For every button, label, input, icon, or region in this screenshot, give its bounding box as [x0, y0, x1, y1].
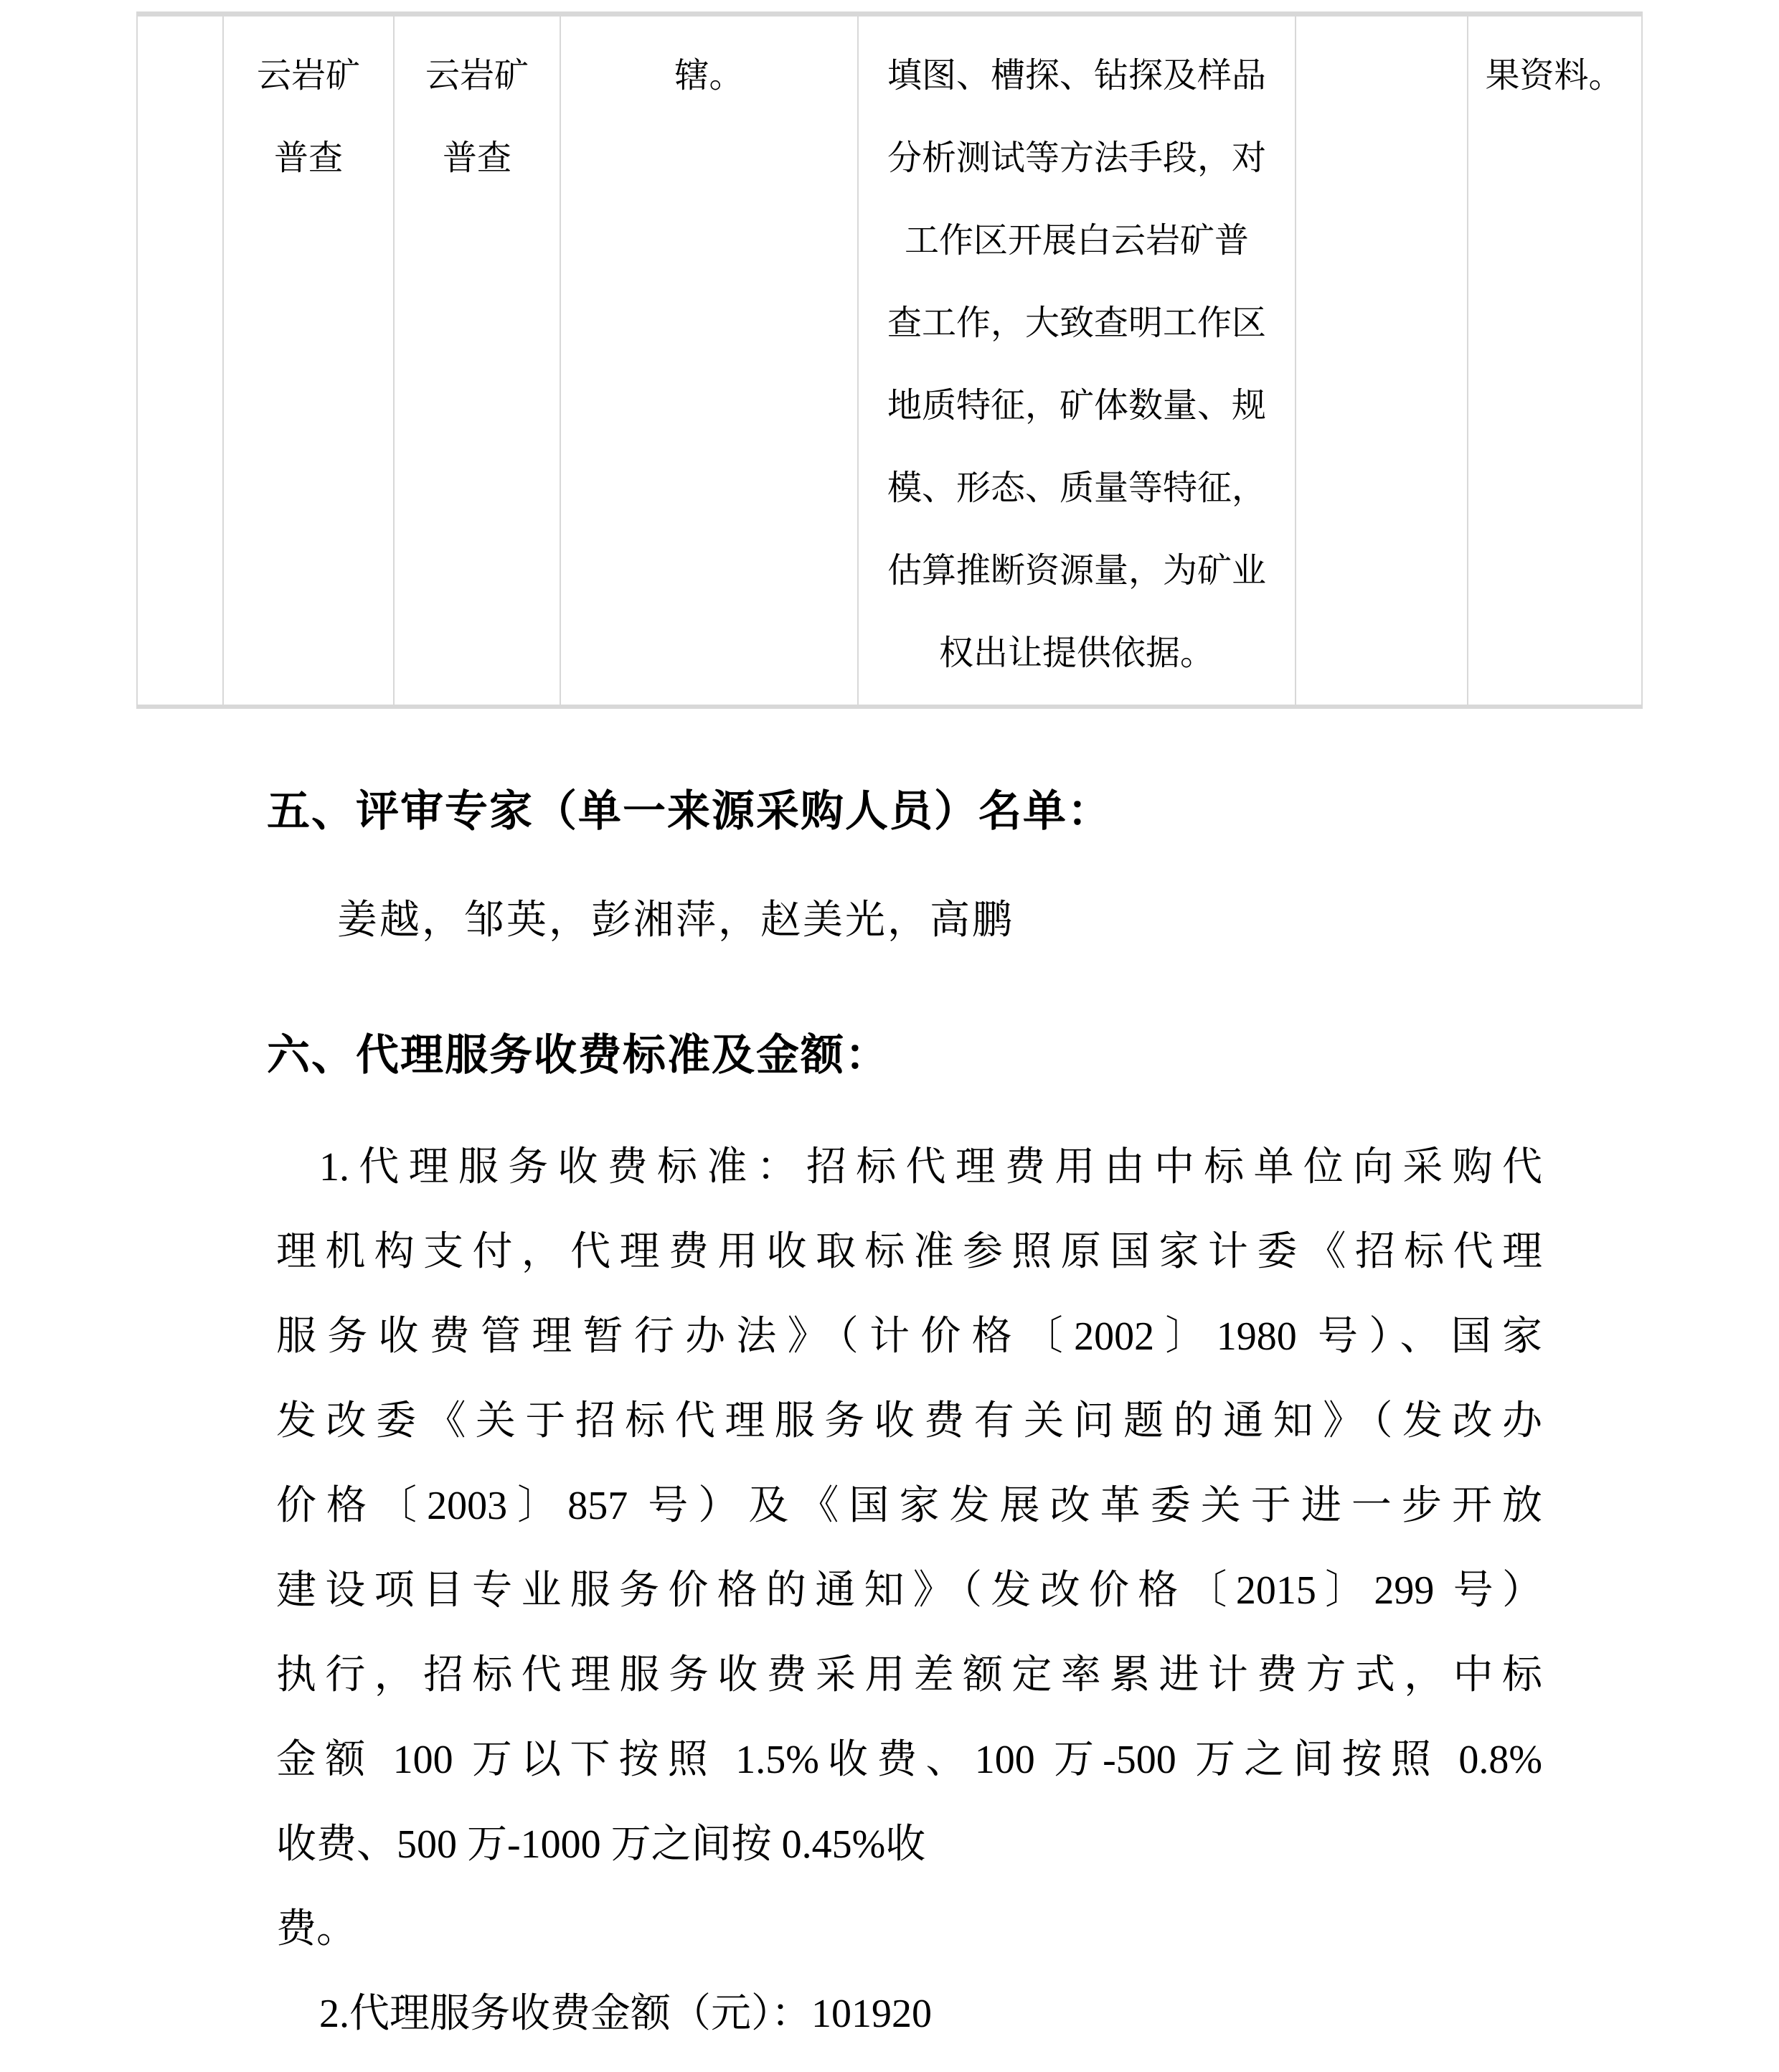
fee-paragraph-line: 服务收费管理暂行办法》（计价格〔2002〕1980 号）、国家 — [276, 1314, 1542, 1359]
table-cell-project-name — [224, 17, 395, 705]
fee-paragraph — [276, 1125, 1542, 2056]
section-fees-heading: 六、代理服务收费标准及金额： — [267, 1032, 889, 1079]
table-cell-text: 权出让提供依据。 — [938, 634, 1214, 672]
table-cell-text: 填图、槽探、钻探及样品 — [887, 57, 1266, 95]
fee-paragraph-line: 1.代理服务收费标准：招标代理费用由中标单位向采购代 — [319, 1145, 1542, 1190]
fee-paragraph-line: 建设项目专业服务价格的通知》（发改价格〔2015〕299 号） — [276, 1568, 1542, 1613]
table-cell-text: 云岩矿 — [425, 57, 529, 95]
section-experts-heading: 五、评审专家（单一来源采购人员）名单： — [267, 788, 1112, 835]
expert-names: 姜越，邹英，彭湘萍，赵美光，高鹏 — [337, 898, 1014, 943]
table-cell-index-empty — [138, 17, 224, 705]
table-cell-results — [1468, 17, 1640, 705]
fee-paragraph-line: 金额 100 万以下按照 1.5%收费、100 万-500 万之间按照 0.8% — [276, 1738, 1542, 1782]
fee-amount-line: 2.代理服务收费金额（元）：101920 — [319, 1992, 932, 2036]
table-cell-region — [561, 17, 859, 705]
table-cell-text: 果资料。 — [1485, 57, 1623, 95]
table-cell-text: 分析测试等方法手段，对 — [887, 139, 1266, 177]
table-cell-text: 地质特征，矿体数量、规 — [887, 387, 1266, 425]
project-table — [136, 11, 1643, 709]
fee-paragraph-line: 收费、500 万-1000 万之间按 0.45%收 — [276, 1822, 926, 1867]
table-cell-text: 普查 — [273, 139, 343, 177]
table-cell-text: 估算推断资源量，为矿业 — [887, 552, 1266, 590]
fee-paragraph-line: 理机构支付，代理费用收取标准参照原国家计委《招标代理 — [276, 1230, 1542, 1274]
fee-paragraph-line: 执行，招标代理服务收费采用差额定率累进计费方式，中标 — [276, 1653, 1542, 1697]
table-cell-text: 工作区开展白云岩矿普 — [904, 222, 1249, 260]
table-cell-work-content — [859, 17, 1296, 705]
table-cell-tender-name — [395, 17, 561, 705]
table-cell-empty-mid — [1296, 17, 1468, 705]
fee-paragraph-line: 费。 — [276, 1907, 357, 1951]
table-cell-text: 查工作，大致查明工作区 — [887, 304, 1266, 342]
fee-paragraph-line: 价格〔2003〕857 号）及《国家发展改革委关于进一步开放 — [276, 1484, 1542, 1528]
table-cell-text: 辖。 — [674, 57, 744, 95]
table-cell-text: 普查 — [442, 139, 511, 177]
table-cell-text: 云岩矿 — [256, 57, 360, 95]
table-cell-text: 模、形态、质量等特征， — [887, 469, 1266, 507]
fee-paragraph-line: 发改委《关于招标代理服务收费有关问题的通知》（发改办 — [276, 1399, 1542, 1444]
